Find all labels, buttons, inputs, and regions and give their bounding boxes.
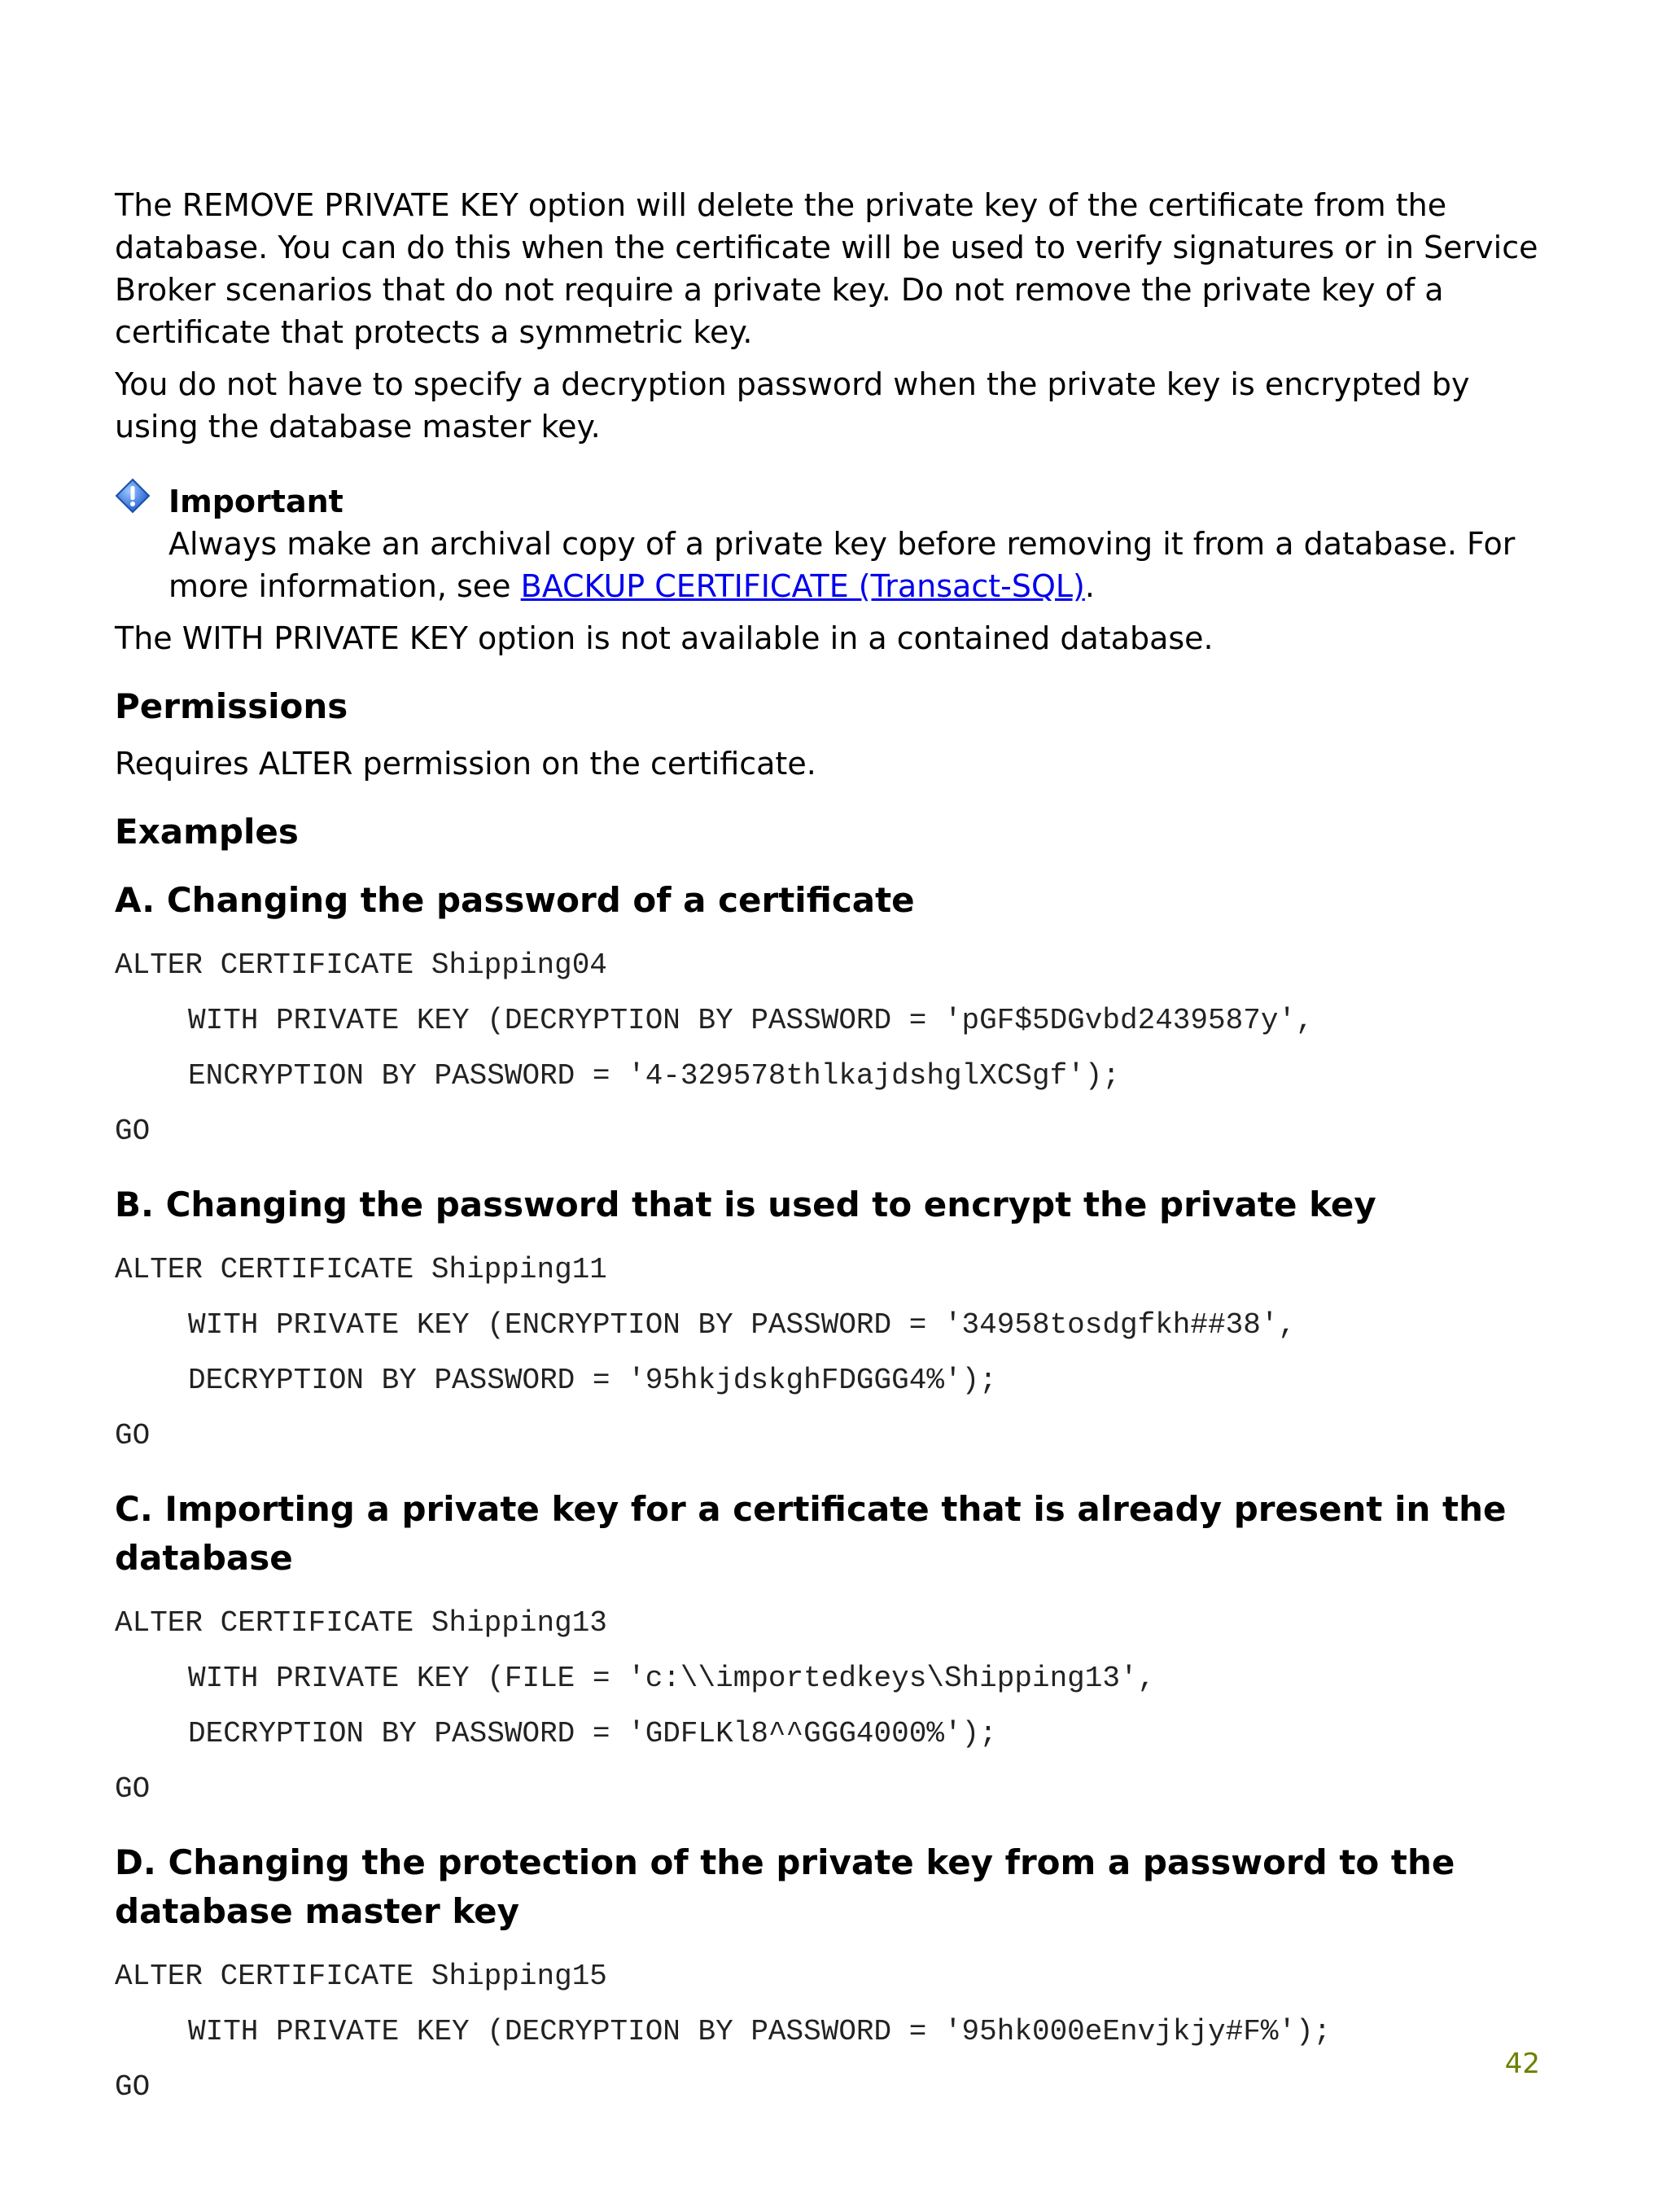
- code-line: WITH PRIVATE KEY (DECRYPTION BY PASSWORD = '95hk000eEnvjkjy#F%');: [188, 2015, 1332, 2048]
- examples-heading: Examples: [115, 812, 299, 852]
- paragraph-remove-private-key: The REMOVE PRIVATE KEY option will delete the private key of the certificate from the database. You can do this when the certificate will be used to verify signatures or in Service Broker scenarios that do not require a private key. Do not remove the private key of a certificate that protects a symmetric key.: [115, 187, 1538, 350]
- code-line: ALTER CERTIFICATE Shipping11: [115, 1253, 607, 1286]
- code-line: WITH PRIVATE KEY (ENCRYPTION BY PASSWORD = '34958tosdgfkh##38',: [188, 1308, 1297, 1342]
- code-line: GO: [115, 1419, 151, 1452]
- example-d-title: D. Changing the protection of the private key from a password to the database master key: [115, 1842, 1455, 1931]
- document-page: [115, 184, 1555, 2115]
- important-note: [115, 480, 1555, 607]
- important-icon: [115, 478, 151, 514]
- example-b-title: B. Changing the password that is used to encrypt the private key: [115, 1185, 1376, 1224]
- example-a-code: [115, 938, 1555, 1159]
- permissions-heading: Permissions: [115, 686, 348, 726]
- paragraph-contained-database: The WITH PRIVATE KEY option is not available in a contained database.: [115, 620, 1214, 656]
- example-b-code: [115, 1242, 1555, 1464]
- important-text-after: .: [1084, 568, 1095, 604]
- page-number: 42: [1504, 2048, 1540, 2080]
- important-title: Important: [168, 484, 343, 519]
- code-line: DECRYPTION BY PASSWORD = 'GDFLKl8^^GGG4000%');: [188, 1717, 997, 1750]
- code-line: GO: [115, 1115, 151, 1148]
- example-c-code: [115, 1596, 1555, 1817]
- example-a-title: A. Changing the password of a certificate: [115, 880, 915, 920]
- example-d-code: [115, 1949, 1555, 2115]
- permissions-text: Requires ALTER permission on the certificate.: [115, 746, 816, 782]
- paragraph-decryption-password: You do not have to specify a decryption password when the private key is encrypted by using the database master key.: [115, 366, 1470, 445]
- code-line: GO: [115, 2070, 151, 2104]
- code-line: ALTER CERTIFICATE Shipping15: [115, 1960, 607, 1993]
- code-line: GO: [115, 1772, 151, 1806]
- backup-certificate-link[interactable]: BACKUP CERTIFICATE (Transact-SQL): [520, 568, 1085, 604]
- important-text-before: Always make an archival copy of a private key before removing it from a database. For more information, see: [168, 526, 1516, 604]
- code-line: ALTER CERTIFICATE Shipping04: [115, 948, 607, 982]
- code-line: WITH PRIVATE KEY (FILE = 'c:\\importedkeys\Shipping13',: [188, 1662, 1156, 1695]
- code-line: WITH PRIVATE KEY (DECRYPTION BY PASSWORD = 'pGF$5DGvbd2439587y',: [188, 1004, 1314, 1037]
- example-c-title: C. Importing a private key for a certificate that is already present in the database: [115, 1489, 1507, 1578]
- code-line: ENCRYPTION BY PASSWORD = '4-329578thlkajdshglXCSgf');: [188, 1059, 1120, 1093]
- code-line: DECRYPTION BY PASSWORD = '95hkjdskghFDGGG4%');: [188, 1364, 997, 1397]
- code-line: ALTER CERTIFICATE Shipping13: [115, 1606, 607, 1640]
- important-text: [168, 523, 1555, 607]
